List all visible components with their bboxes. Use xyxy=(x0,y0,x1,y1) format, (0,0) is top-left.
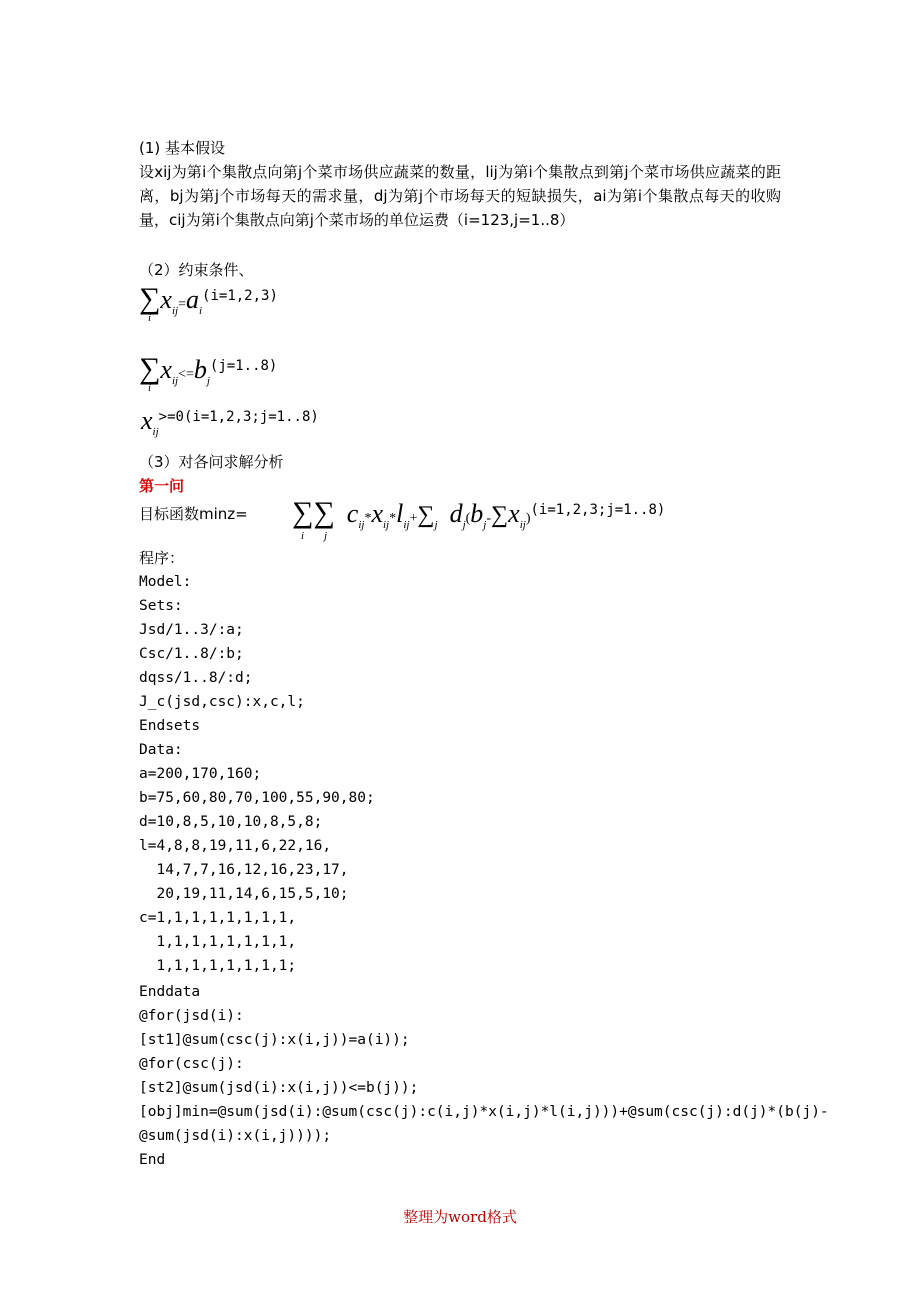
code-line: J_c(jsd,csc):x,c,l; xyxy=(139,694,305,710)
code-line: Enddata xyxy=(139,984,201,1000)
code-line: 20,19,11,14,6,15,5,10; xyxy=(139,886,349,902)
code-line: [obj]min=@sum(jsd(i):@sum(csc(j):c(i,j)*x(i,j)*l(i,j)))+@sum(csc(j):d(j)*(b(j)- xyxy=(139,1104,829,1120)
code-line: Sets: xyxy=(139,598,183,614)
code-line: [st1]@sum(csc(j):x(i,j))=a(i)); xyxy=(139,1032,410,1048)
constraint-3-condition: (i=1,2,3;j=1..8) xyxy=(183,409,319,425)
code-line: @for(jsd(i): xyxy=(139,1008,244,1024)
page-footer: 整理为word格式 xyxy=(403,1208,517,1226)
code-line: [st2]@sum(jsd(i):x(i,j))<=b(j)); xyxy=(139,1080,419,1096)
code-line: a=200,170,160; xyxy=(139,766,262,782)
code-line: @sum(jsd(i):x(i,j)))); xyxy=(139,1128,332,1144)
program-label: 程序： xyxy=(139,549,185,567)
code-line: 1,1,1,1,1,1,1,1, xyxy=(139,934,297,950)
code-line: Data: xyxy=(139,742,183,758)
section-1-heading: (1) 基本假设 xyxy=(139,139,226,157)
code-line: Csc/1..8/:b; xyxy=(139,646,244,662)
constraint-2-rhs: b xyxy=(193,355,207,384)
constraint-2-condition: (j=1..8) xyxy=(209,358,278,374)
section-2-heading: （2）约束条件、 xyxy=(139,261,254,279)
assumption-paragraph: 设xij为第i个集散点向第j个菜市场供应蔬菜的数量，lij为第i个集散点到第j个菜市场供应蔬菜的距离，bj为第j个市场每天的需求量，dj为第j个市场每天的短缺损失，ai为第i个集散点每天的收购量，cij为第i个集散点向第j个菜市场的单位运费（i=123,j=1..8） xyxy=(139,163,781,229)
code-line: d=10,8,5,10,10,8,5,8; xyxy=(139,814,323,830)
objective-condition: (i=1,2,3;j=1..8) xyxy=(530,502,666,518)
constraint-1: $\sum x_{ij}=a_i(i=1,2,3)$ i xyxy=(139,282,278,324)
constraint-1-op: = xyxy=(178,297,186,312)
code-line: 1,1,1,1,1,1,1,1; xyxy=(139,958,297,974)
code-line: Endsets xyxy=(139,718,201,734)
objective-label: 目标函数minz= xyxy=(139,505,248,523)
code-line: Jsd/1..3/:a; xyxy=(139,622,244,638)
constraint-1-condition: (i=1,2,3) xyxy=(202,288,278,304)
code-line: 14,7,7,16,12,16,23,17, xyxy=(139,862,349,878)
code-line: @for(csc(j): xyxy=(139,1056,244,1072)
constraint-2-rhs-sub: j xyxy=(206,375,210,387)
code-line: Model: xyxy=(139,574,192,590)
objective-function: ∑∑ $c_{ij}*x_{ij}*l_{ij}+\sum_j$ $d_j(b_j-\sum x_{ij})(i=1,2,3;j=1..8)$ i j xyxy=(292,496,666,542)
constraint-2: $\sum x_{ij}<=b_j(j=1..8)$ i xyxy=(139,352,278,394)
question-1-title: 第一问 xyxy=(139,477,185,495)
constraint-3-op: >=0 xyxy=(158,409,184,425)
code-line: c=1,1,1,1,1,1,1,1, xyxy=(139,910,297,926)
constraint-1-rhs: a xyxy=(185,285,199,314)
code-line: b=75,60,80,70,100,55,90,80; xyxy=(139,790,375,806)
constraint-2-op: <= xyxy=(178,367,194,382)
code-line: dqss/1..8/:d; xyxy=(139,670,253,686)
code-line: End xyxy=(139,1152,166,1168)
code-line: l=4,8,8,19,11,6,22,16, xyxy=(139,838,332,854)
constraint-3: $x_{ij}>=0(i=1,2,3;j=1..8)$ xyxy=(141,406,319,438)
section-3-heading: （3）对各问求解分析 xyxy=(139,453,284,471)
constraint-1-rhs-sub: i xyxy=(198,305,203,317)
